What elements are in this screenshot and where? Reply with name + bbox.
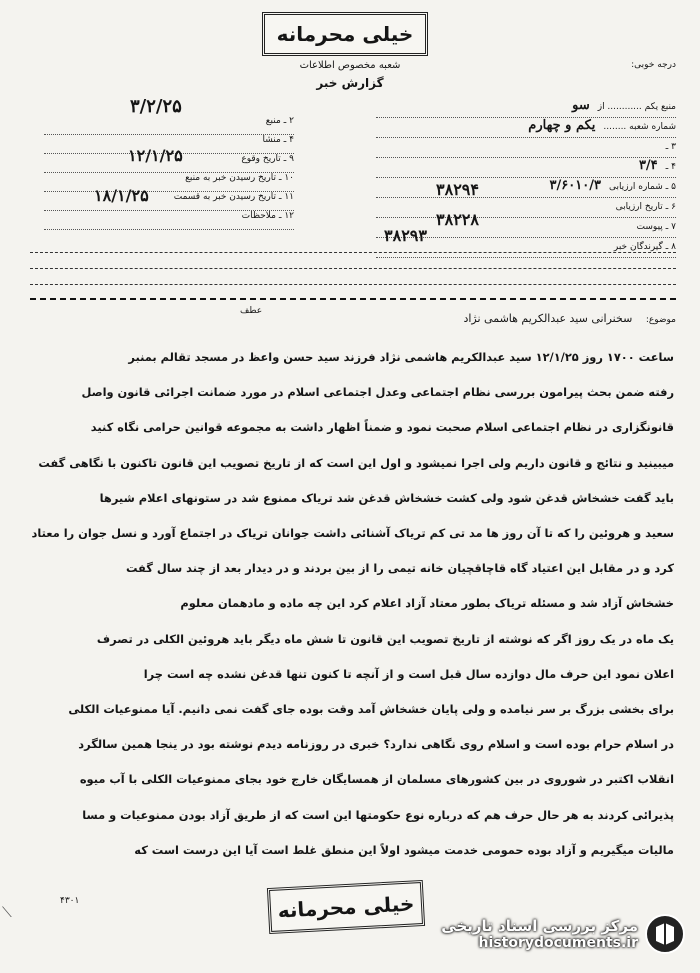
- meta-row: ۲ ـ منبع: [44, 116, 294, 135]
- archive-watermark: [396, 906, 686, 962]
- divider: [30, 252, 676, 253]
- body-line: کرد و در مقابل این اعتیاد گاه قاچاقچیان خانه تیمی را از بین بردند و در دیدار بعد از چند سال گفت: [126, 561, 674, 576]
- body-line: در اسلام حرام بوده است و اسلام روی نگاهی ندارد؟ خبری در روزنامه دیدم نوشته بود در ینجا همین سالگرد: [78, 737, 674, 752]
- body-line: باید گفت خشخاش قدغن شود ولی کشت خشخاش قدغن شد تریاک ممنوع شد در ستونهای اعلام شیرها: [99, 490, 674, 505]
- body-line: ساعت ۱۷۰۰ روز ۱۲/۱/۲۵ سید عبدالکریم هاشمی نژاد فرزند سید حسن واعظ در مسجد تقالم بمنبر: [128, 350, 674, 364]
- meta-left-block: [44, 116, 294, 230]
- body-line: رفته ضمن بحث پیرامون بررسی نظام اجتماعی وعدل اجتماعی اسلام در مورد ضمانت اجرائی قانون واصل: [81, 385, 674, 400]
- classification-stamp-bottom: خیلی محرمانه: [267, 880, 425, 934]
- meta-row: شماره شعبه ........یکم و چهارم: [376, 118, 676, 138]
- body-line: میبینید و نتائج و قانون داریم ولی اجرا نمیشود و اول این است که از تاریخ تصویب این قانون تاکنون با نگاهی گفت: [38, 455, 674, 470]
- meta-row: ۴ ـ منشأ: [44, 135, 294, 154]
- meta-row: ۴ ـ۳/۴: [376, 158, 676, 178]
- attention-label: عطف: [240, 306, 263, 316]
- handwritten-reference: ۳۸۲۹۴: [436, 180, 479, 199]
- meta-row: ۵ ـ شماره ارزیابی۳/۶۰۱۰/۳: [376, 178, 676, 198]
- watermark-title: مرکز بررسی اسناد تاریخی: [441, 917, 638, 935]
- body-line: پذیرائی کردند به هر حال حرف هم که درباره نوع حکومتها این است که از طریق آزاد بودن ممنوعیات و مسا: [82, 807, 674, 822]
- body-line: خشخاش آزاد شد و مسئله تریاک بطور معتاد آزاد اعلام کرد این چه ماده و مادهمان معلوم: [180, 596, 674, 611]
- report-body: [28, 340, 674, 868]
- meta-row: ۷ ـ پیوست: [376, 218, 676, 238]
- page-number: ۴۳۰۱: [60, 896, 80, 906]
- body-line: یک ماه در یک روز اگر که نوشته از تاریخ تصویب این قانون تا شش ماه دیگر باید هروئین الکلی در تصرف: [96, 631, 674, 646]
- subject-text: سخنرانی سید عبدالکریم هاشمی نژاد: [463, 312, 633, 325]
- body-line: سعید و هروئین را که تا آن روز ها مد تی کم تریاک آشنائی داشت جوانان تریاک در اجتماع آورد و نسل جوان را معتاد: [31, 526, 674, 541]
- subject-label: موضوع:: [645, 315, 676, 325]
- meta-row: ۱۱ ـ تاریخ رسیدن خبر به قسمت: [44, 192, 294, 211]
- report-title: گزارش خبر: [316, 76, 384, 90]
- meta-row: ۹ ـ تاریخ وقوع: [44, 154, 294, 173]
- body-line: برای بخشی بزرگ بر سر نیامده و ولی پایان خشخاش آمد وقت بوده جای گفت نمی دانیم. آیا ممنوعیات الکلی: [68, 702, 674, 717]
- body-line: اعلان نمود این حرف مال دوازده سال قبل است و از آنچه تا کنون تنها قدغن نشده چه است چرا: [143, 666, 674, 681]
- body-line: انقلاب اکتبر در شوروی در بین کشورهای مسلمان از همسایگان خارج خود بجای ممنوعیات الکلی با آب میوه: [79, 772, 674, 787]
- divider: [30, 268, 676, 269]
- meta-row: ۱۲ ـ ملاحظات: [44, 211, 294, 230]
- meta-row: ۸ ـ گیرندگان خبر: [376, 238, 676, 258]
- handwritten-reference: ۳۸۲۹۳: [384, 226, 427, 245]
- handwritten-reference: ۳۸۲۲۸: [436, 210, 479, 229]
- subject-line: [26, 312, 676, 325]
- watermark-text: [441, 917, 638, 951]
- handwritten-scribble: ۳/۲/۲۵: [130, 96, 182, 117]
- meta-row: ۶ ـ تاریخ ارزیابی: [376, 198, 676, 218]
- watermark-url: historydocuments.ir: [478, 935, 638, 951]
- handwritten-date: ۱۲/۱/۲۵: [128, 146, 183, 165]
- classification-stamp: خیلی محرمانه: [262, 12, 428, 56]
- classification-label: درجه خوبی:: [631, 60, 676, 70]
- meta-row: ۳ ـ: [376, 138, 676, 158]
- handwritten-date: ۱۸/۱/۲۵: [94, 186, 149, 205]
- divider: [30, 298, 676, 300]
- meta-row: منبع یکم ............ ازسو: [376, 98, 676, 118]
- body-line: قانونگزاری در نظام اجتماعی اسلام صحبت نمود و ضمناً اظهار داشت به مجموعه قوانین حرامی نگاه کنید: [90, 420, 674, 435]
- archive-logo-icon: [644, 913, 686, 955]
- body-line: مالیات میگیریم و آزاد بوده حمومی خدمت میشود اولاً این منطق غلط است آیا این درست است که: [134, 842, 674, 857]
- department-label: شعبه مخصوص اطلاعات: [299, 60, 401, 71]
- margin-mark: ⟍: [2, 905, 12, 921]
- meta-row: ۱۰ ـ تاریخ رسیدن خبر به منبع: [44, 173, 294, 192]
- divider: [30, 284, 676, 285]
